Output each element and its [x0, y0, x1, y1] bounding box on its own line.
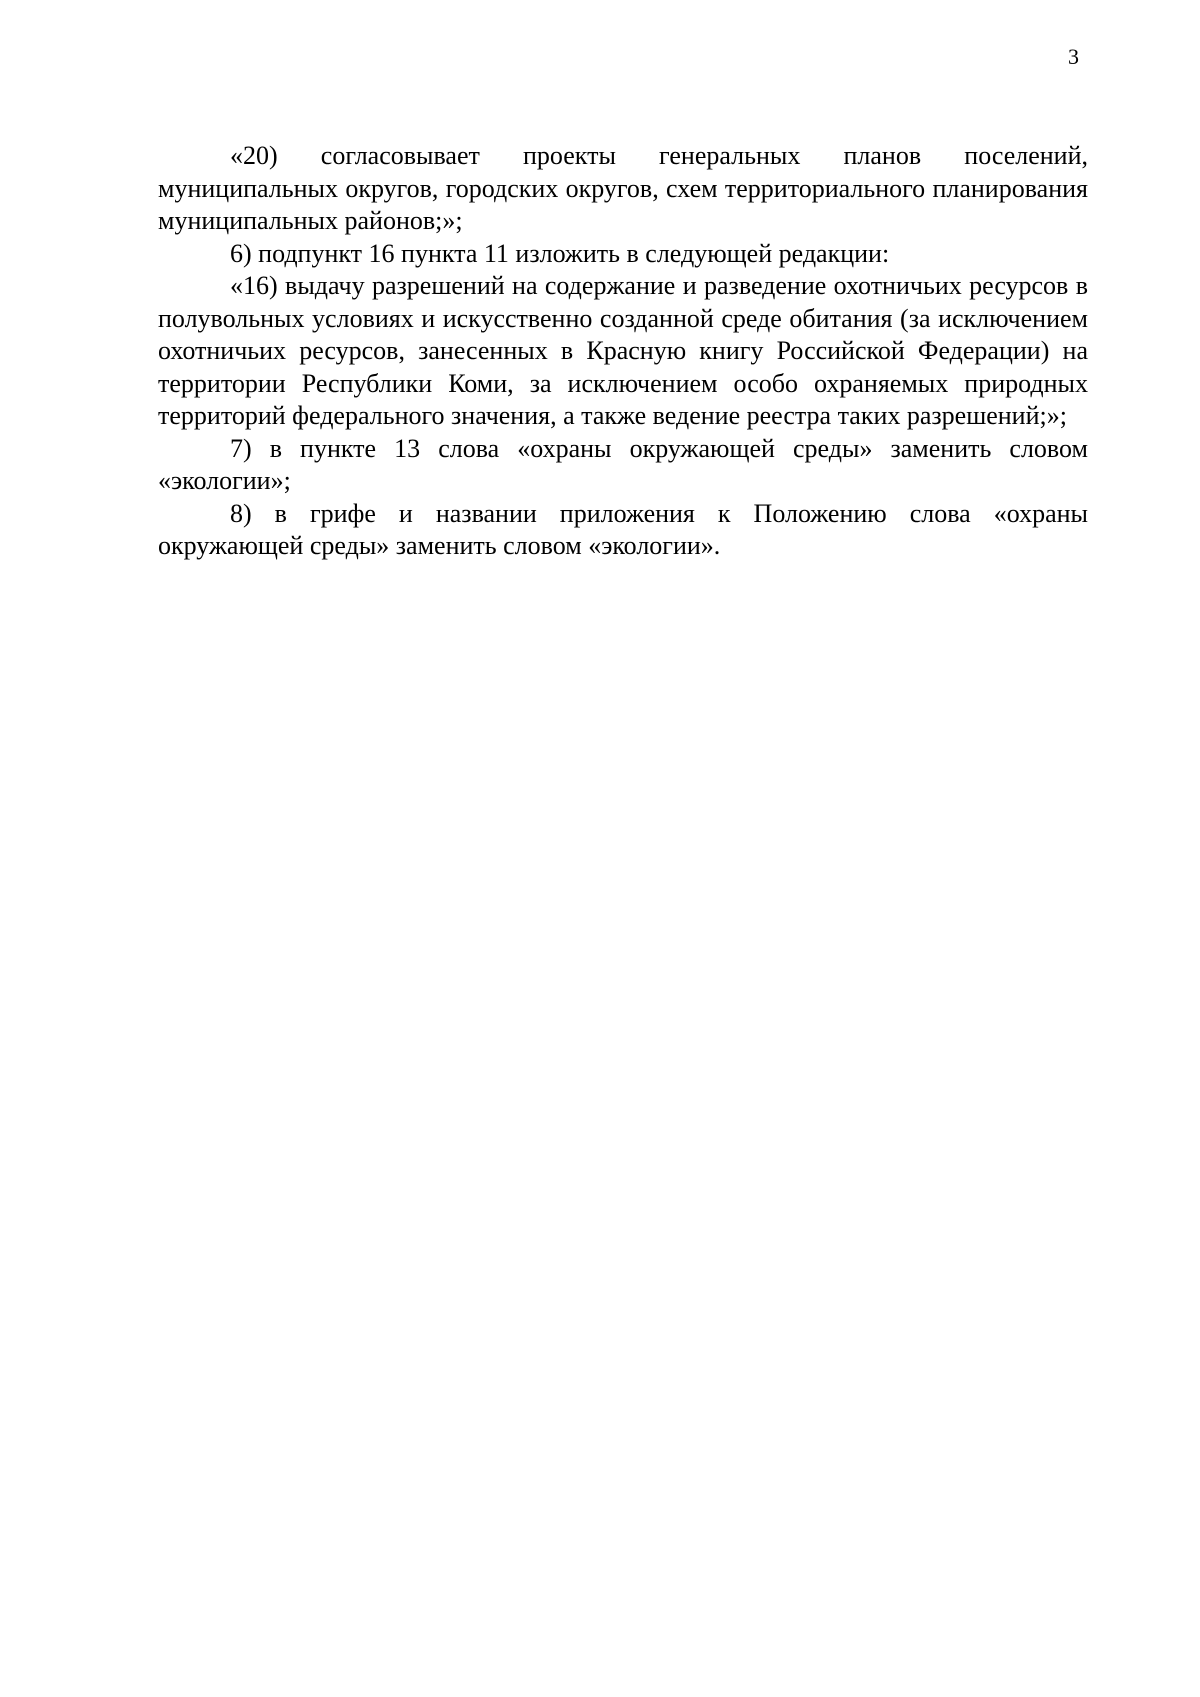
paragraph-amendment-6: 6) подпункт 16 пункта 11 изложить в следующей редакции:: [230, 238, 890, 268]
paragraph-amendment-7: 7) в пункте 13 слова «охраны окружающей среды» заменить словом «экологии»;: [158, 433, 1088, 495]
paragraph-item-16: «16) выдачу разрешений на содержание и разведение охотничьих ресурсов в полувольных условиях и искусственно созданной среде обитания (за исключением охотничьих ресурсов, занесенных в Красную книгу Российской Федерации) на территории Республики Коми, за исключением особо охраняемых природных территорий федерального значения, а также ведение реестра таких разрешений;»;: [158, 271, 1088, 430]
document-body: [158, 140, 1088, 563]
paragraph-amendment-8: 8) в грифе и названии приложения к Положению слова «охраны окружающей среды» заменить словом «экологии».: [158, 498, 1088, 560]
paragraph-item-20: «20) согласовывает проекты генеральных планов поселений, муниципальных округов, городских округов, схем территориального планирования муниципальных районов;»;: [158, 141, 1088, 235]
page-number: 3: [1068, 44, 1079, 69]
